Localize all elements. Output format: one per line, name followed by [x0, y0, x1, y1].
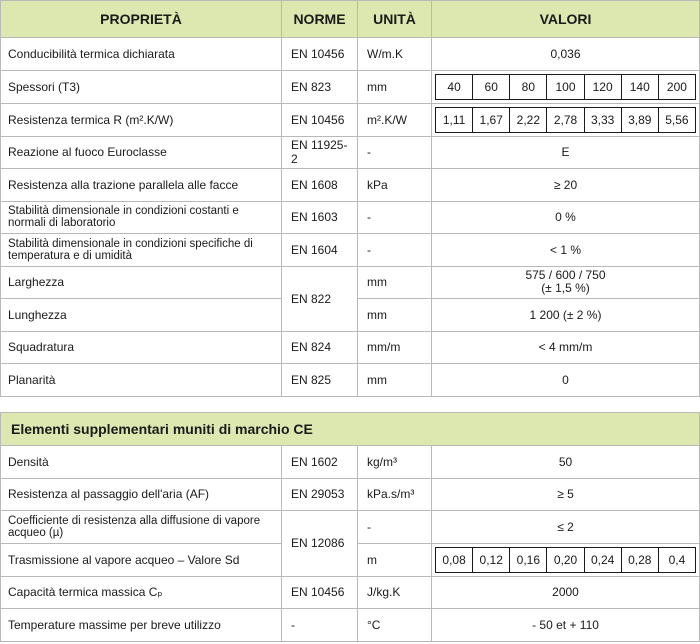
- table-row: [1, 576, 700, 609]
- thickness-value: 200: [658, 75, 695, 99]
- resistance-value: 3,89: [621, 108, 658, 132]
- property-cell: Squadratura: [1, 331, 282, 364]
- sd-value: 0,08: [442, 552, 466, 567]
- property-cell: Stabilità dimensionale in condizioni specifiche di temperatura e di umidità: [1, 234, 282, 267]
- norm-cell: EN 1608: [282, 169, 358, 202]
- header-row: [1, 1, 700, 38]
- col-property-header: PROPRIETÀ: [1, 1, 282, 38]
- table-row: [1, 609, 700, 642]
- norm-cell: EN 824: [282, 331, 358, 364]
- value-cell: ≥ 5: [432, 478, 700, 511]
- table-row: [1, 234, 700, 267]
- property-cell: Trasmissione al vapore acqueo – Valore Sd: [1, 543, 282, 576]
- value-cell: E: [432, 136, 700, 169]
- value-cell: [432, 266, 700, 299]
- col-unit-header: UNITÀ: [358, 1, 432, 38]
- thickness-value: 40: [447, 79, 461, 94]
- sd-value: 0,28: [621, 548, 658, 572]
- norm-cell: EN 1604: [282, 234, 358, 267]
- value-cell: [432, 103, 700, 136]
- col-values-header: VALORI: [432, 1, 700, 38]
- norm-cell: EN 10456: [282, 103, 358, 136]
- supplementary-table: [0, 412, 700, 642]
- property-cell: Densità: [1, 446, 282, 479]
- table-row: [1, 331, 700, 364]
- norm-cell: EN 29053: [282, 478, 358, 511]
- thickness-value: 60: [472, 75, 509, 99]
- value-cell: - 50 et + 110: [432, 609, 700, 642]
- resistance-value: 1,11: [442, 112, 466, 127]
- value-cell: 0,036: [432, 38, 700, 71]
- unit-cell: W/m.K: [358, 38, 432, 71]
- value-cell: 0 %: [432, 201, 700, 234]
- property-cell: Spessori (T3): [1, 70, 282, 103]
- table-row: [1, 136, 700, 169]
- property-cell: Larghezza: [1, 266, 282, 299]
- unit-cell: -: [358, 234, 432, 267]
- norm-cell: EN 11925-2: [282, 136, 358, 169]
- norm-cell: -: [282, 609, 358, 642]
- property-cell: Resistenza alla trazione parallela alle facce: [1, 169, 282, 202]
- resistance-value: 3,33: [584, 108, 621, 132]
- table-row: [1, 70, 700, 103]
- sd-value: 0,12: [472, 548, 509, 572]
- property-cell: Resistenza al passaggio dell'aria (AF): [1, 478, 282, 511]
- sd-value: 0,16: [509, 548, 546, 572]
- table-row: [1, 511, 700, 544]
- width-value: 575 / 600 / 750: [525, 268, 606, 283]
- sd-value: 0,24: [584, 548, 621, 572]
- norm-cell: EN 822: [282, 266, 358, 331]
- resistance-value: 1,67: [472, 108, 509, 132]
- property-cell: Reazione al fuoco Euroclasse: [1, 136, 282, 169]
- norm-cell: EN 1603: [282, 201, 358, 234]
- unit-cell: mm: [358, 70, 432, 103]
- value-cell: < 4 mm/m: [432, 331, 700, 364]
- thickness-value: 120: [584, 75, 621, 99]
- value-cell: [432, 70, 700, 103]
- unit-cell: kPa: [358, 169, 432, 202]
- col-norms-header: NORME: [282, 1, 358, 38]
- table-row: [1, 169, 700, 202]
- unit-cell: -: [358, 201, 432, 234]
- table-row: [1, 266, 700, 299]
- unit-cell: mm: [358, 266, 432, 299]
- property-cell: Temperature massime per breve utilizzo: [1, 609, 282, 642]
- table-row: [1, 478, 700, 511]
- property-cell: Planarità: [1, 364, 282, 397]
- sd-value: 0,20: [546, 548, 583, 572]
- table-row: [1, 201, 700, 234]
- resistance-values: [435, 107, 696, 133]
- norm-cell: EN 10456: [282, 38, 358, 71]
- resistance-value: 5,56: [658, 108, 695, 132]
- resistance-value: 2,78: [546, 108, 583, 132]
- unit-cell: mm: [358, 364, 432, 397]
- unit-cell: m².K/W: [358, 103, 432, 136]
- norm-cell: EN 12086: [282, 511, 358, 577]
- thickness-value: 80: [509, 75, 546, 99]
- unit-cell: °C: [358, 609, 432, 642]
- value-cell: < 1 %: [432, 234, 700, 267]
- table-row: [1, 38, 700, 71]
- value-cell: 50: [432, 446, 700, 479]
- table-row: [1, 364, 700, 397]
- value-cell: 1 200 (± 2 %): [432, 299, 700, 332]
- table-row: [1, 446, 700, 479]
- value-cell: [432, 543, 700, 576]
- property-cell: Lunghezza: [1, 299, 282, 332]
- property-cell: Conducibilità termica dichiarata: [1, 38, 282, 71]
- unit-cell: kg/m³: [358, 446, 432, 479]
- unit-cell: m: [358, 543, 432, 576]
- thickness-values: [435, 74, 696, 100]
- thickness-value: 140: [621, 75, 658, 99]
- norm-cell: EN 825: [282, 364, 358, 397]
- property-cell: Resistenza termica R (m².K/W): [1, 103, 282, 136]
- unit-cell: J/kg.K: [358, 576, 432, 609]
- supplementary-title: Elementi supplementari muniti di marchio CE: [1, 413, 700, 446]
- table-row: [1, 103, 700, 136]
- value-cell: ≤ 2: [432, 511, 700, 544]
- value-cell: 2000: [432, 576, 700, 609]
- sd-value: 0,4: [658, 548, 695, 572]
- unit-cell: mm/m: [358, 331, 432, 364]
- width-tolerance: (± 1,5 %): [541, 281, 590, 296]
- sd-values: [435, 547, 696, 573]
- supplementary-header-row: [1, 413, 700, 446]
- norm-cell: EN 1602: [282, 446, 358, 479]
- value-cell: ≥ 20: [432, 169, 700, 202]
- thickness-value: 100: [546, 75, 583, 99]
- property-cell: Capacità termica massica Cₚ: [1, 576, 282, 609]
- norm-cell: EN 10456: [282, 576, 358, 609]
- value-cell: 0: [432, 364, 700, 397]
- unit-cell: kPa.s/m³: [358, 478, 432, 511]
- unit-cell: -: [358, 511, 432, 544]
- resistance-value: 2,22: [509, 108, 546, 132]
- property-cell: Coefficiente di resistenza alla diffusione di vapore acqueo (µ): [1, 511, 282, 544]
- unit-cell: mm: [358, 299, 432, 332]
- property-cell: Stabilità dimensionale in condizioni costanti e normali di laboratorio: [1, 201, 282, 234]
- unit-cell: -: [358, 136, 432, 169]
- norm-cell: EN 823: [282, 70, 358, 103]
